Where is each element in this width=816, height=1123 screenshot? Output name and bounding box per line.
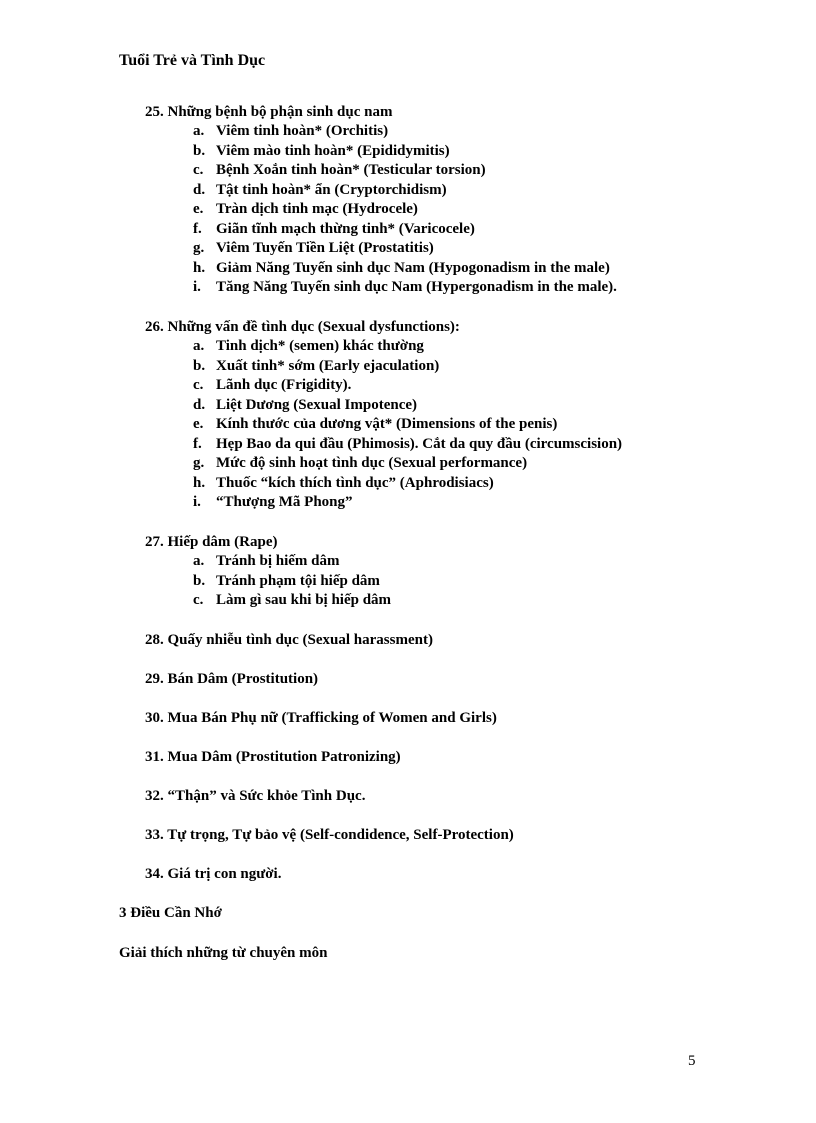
section-30: 30. Mua Bán Phụ nữ (Trafficking of Women and Girls) (145, 710, 497, 726)
section-title: 25. Những bệnh bộ phận sinh dục nam (145, 104, 393, 120)
list-item: d. Tật tinh hoàn* ẩn (Cryptorchidism) (193, 181, 447, 198)
section-title: 26. Những vấn đề tình dục (Sexual dysfunctions): (145, 319, 460, 335)
list-item: a. Tránh bị hiếm dâm (193, 553, 340, 569)
list-item: c. Làm gì sau khi bị hiếp dâm (193, 592, 392, 608)
section-31: 31. Mua Dâm (Prostitution Patronizing) (145, 749, 401, 765)
list-item: h. Giảm Năng Tuyến sinh dục Nam (Hypogonadism in the male) (193, 259, 610, 276)
list-item: g. Viêm Tuyến Tiền Liệt (Prostatitis) (193, 240, 434, 256)
list-item: e. Kính thước của dương vật* (Dimensions of the penis) (193, 416, 558, 432)
section-32: 32. “Thận” và Sức khỏe Tình Dục. (145, 788, 366, 804)
list-item: g. Mức độ sinh hoạt tình dục (Sexual performance) (193, 455, 528, 471)
list-item: h. Thuốc “kích thích tình dục” (Aphrodisiacs) (193, 474, 494, 491)
list-item: b. Viêm mào tinh hoàn* (Epididymitis) (193, 142, 450, 159)
list-item: c. Bệnh Xoắn tinh hoàn* (Testicular torsion) (193, 162, 486, 178)
list-item: a. Tinh dịch* (semen) khác thường (193, 338, 424, 354)
remember-heading: 3 Điều Cần Nhớ (119, 905, 222, 921)
running-title: Tuổi Trẻ và Tình Dục (119, 52, 266, 69)
list-item: e. Tràn dịch tinh mạc (Hydrocele) (193, 201, 418, 217)
glossary-heading: Giải thích những từ chuyên môn (119, 945, 328, 961)
section-27 (145, 532, 391, 611)
section-25 (145, 102, 617, 298)
list-item: f. Giãn tĩnh mạch thừng tinh* (Varicocele) (193, 220, 475, 237)
list-item: d. Liệt Dương (Sexual Impotence) (193, 396, 418, 413)
page-number: 5 (688, 1053, 696, 1069)
sub-list (145, 122, 617, 298)
list-item: b. Tránh phạm tội hiếp dâm (193, 572, 380, 589)
list-item: i. “Thượng Mã Phong” (193, 494, 353, 510)
sub-list (145, 337, 622, 513)
section-34: 34. Giá trị con người. (145, 866, 282, 882)
section-28: 28. Quấy nhiễu tình dục (Sexual harassment) (145, 632, 433, 648)
section-33: 33. Tự trọng, Tự bảo vệ (Self-condidence, Self-Protection) (145, 827, 514, 843)
list-item: a. Viêm tinh hoàn* (Orchitis) (193, 123, 389, 139)
sub-list (145, 552, 391, 611)
list-item: i. Tăng Năng Tuyến sinh dục Nam (Hypergonadism in the male). (193, 279, 617, 295)
section-title: 27. Hiếp dâm (Rape) (145, 534, 278, 550)
section-29: 29. Bán Dâm (Prostitution) (145, 671, 319, 687)
list-item: b. Xuất tinh* sớm (Early ejaculation) (193, 357, 440, 374)
list-item: f. Hẹp Bao da qui đầu (Phimosis). Cắt da quy đầu (circumscision) (193, 435, 623, 452)
list-item: c. Lãnh dục (Frigidity). (193, 377, 352, 393)
section-26 (145, 317, 622, 513)
